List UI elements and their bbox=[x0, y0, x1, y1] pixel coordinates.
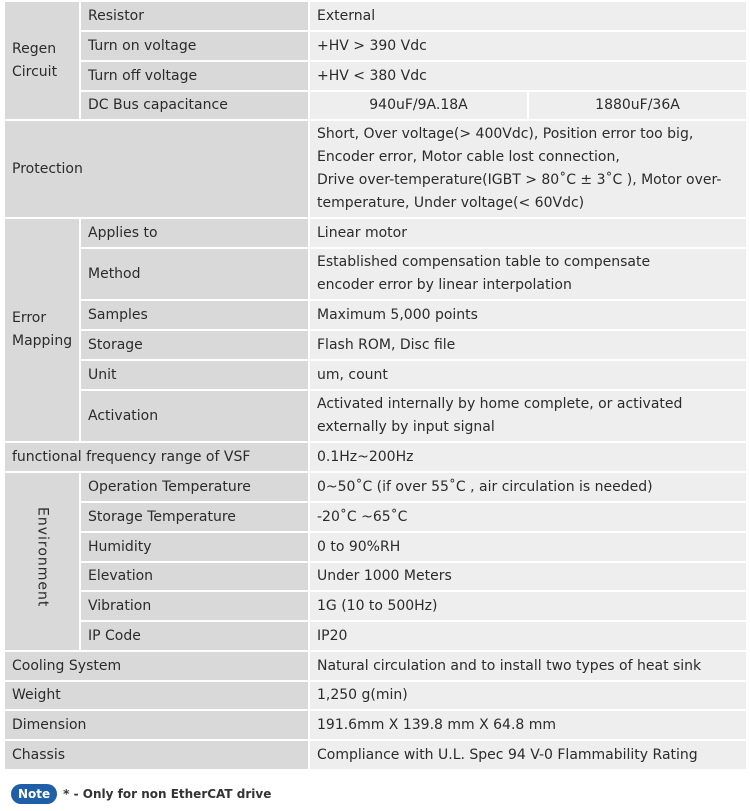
chassis-label: Chassis bbox=[4, 740, 309, 770]
vsf-label: functional frequency range of VSF bbox=[4, 442, 309, 472]
dc-bus-label: DC Bus capacitance bbox=[80, 91, 309, 120]
table-row bbox=[4, 472, 747, 502]
cooling-label: Cooling System bbox=[4, 651, 309, 681]
table-row bbox=[4, 710, 747, 740]
table-row bbox=[4, 390, 747, 442]
cooling-value: Natural circulation and to install two types of heat sink bbox=[309, 651, 747, 681]
table-row bbox=[4, 61, 747, 91]
table-row bbox=[4, 1, 747, 31]
protection-line: Encoder error, Motor cable lost connection, bbox=[317, 149, 620, 165]
table-row bbox=[4, 120, 747, 218]
turn-off-voltage-value: +HV < 380 Vdc bbox=[309, 61, 747, 91]
regen-group-text: Regen Circuit bbox=[12, 40, 58, 80]
chassis-value: Compliance with U.L. Spec 94 V-0 Flammability Rating bbox=[309, 740, 747, 770]
samples-label: Samples bbox=[80, 300, 309, 330]
method-line: encoder error by linear interpolation bbox=[317, 277, 572, 293]
samples-value: Maximum 5,000 points bbox=[309, 300, 747, 330]
vsf-value: 0.1Hz~200Hz bbox=[309, 442, 747, 472]
storage-temperature-value: -20˚C ~65˚C bbox=[309, 502, 747, 532]
turn-on-voltage-label: Turn on voltage bbox=[80, 31, 309, 61]
table-row bbox=[4, 562, 747, 591]
weight-value: 1,250 g(min) bbox=[309, 681, 747, 710]
humidity-label: Humidity bbox=[80, 532, 309, 562]
table-row bbox=[4, 621, 747, 651]
unit-value: um, count bbox=[309, 360, 747, 390]
protection-line: Short, Over voltage(> 400Vdc), Position error too big, bbox=[317, 126, 694, 142]
table-row bbox=[4, 591, 747, 621]
dimension-value: 191.6mm X 139.8 mm X 64.8 mm bbox=[309, 710, 747, 740]
table-row bbox=[4, 532, 747, 562]
protection-value bbox=[309, 120, 747, 218]
ip-code-value: IP20 bbox=[309, 621, 747, 651]
table-row bbox=[4, 651, 747, 681]
spec-table bbox=[3, 0, 748, 771]
table-row bbox=[4, 330, 747, 360]
table-row bbox=[4, 248, 747, 300]
protection-line: temperature, Under voltage(< 60Vdc) bbox=[317, 195, 585, 211]
protection-label: Protection bbox=[4, 120, 309, 218]
applies-to-label: Applies to bbox=[80, 218, 309, 248]
operation-temperature-value: 0~50˚C (if over 55˚C , air circulation is needed) bbox=[309, 472, 747, 502]
table-row bbox=[4, 300, 747, 330]
activation-label: Activation bbox=[80, 390, 309, 442]
table-row bbox=[4, 218, 747, 248]
resistor-value: External bbox=[309, 1, 747, 31]
storage-value: Flash ROM, Disc file bbox=[309, 330, 747, 360]
elevation-label: Elevation bbox=[80, 562, 309, 591]
vibration-label: Vibration bbox=[80, 591, 309, 621]
note-badge: Note bbox=[11, 784, 57, 804]
note bbox=[11, 784, 271, 804]
table-row bbox=[4, 442, 747, 472]
activation-line: externally by input signal bbox=[317, 419, 495, 435]
table-row bbox=[4, 360, 747, 390]
turn-off-voltage-label: Turn off voltage bbox=[80, 61, 309, 91]
regen-group-label bbox=[4, 1, 80, 120]
dimension-label: Dimension bbox=[4, 710, 309, 740]
humidity-value: 0 to 90%RH bbox=[309, 532, 747, 562]
environment-group-text: Environment bbox=[34, 507, 51, 608]
dc-bus-value-b: 1880uF/36A bbox=[528, 91, 747, 120]
note-text: * - Only for non EtherCAT drive bbox=[63, 787, 272, 801]
elevation-value: Under 1000 Meters bbox=[309, 562, 747, 591]
method-value bbox=[309, 248, 747, 300]
table-row bbox=[4, 740, 747, 770]
method-line: Established compensation table to compensate bbox=[317, 254, 651, 270]
ip-code-label: IP Code bbox=[80, 621, 309, 651]
table-row bbox=[4, 91, 747, 120]
error-mapping-group-text: Error Mapping bbox=[12, 310, 73, 349]
applies-to-value: Linear motor bbox=[309, 218, 747, 248]
unit-label: Unit bbox=[80, 360, 309, 390]
table-row bbox=[4, 31, 747, 61]
operation-temperature-label: Operation Temperature bbox=[80, 472, 309, 502]
dc-bus-value-a: 940uF/9A.18A bbox=[309, 91, 528, 120]
weight-label: Weight bbox=[4, 681, 309, 710]
activation-value bbox=[309, 390, 747, 442]
storage-temperature-label: Storage Temperature bbox=[80, 502, 309, 532]
resistor-label: Resistor bbox=[80, 1, 309, 31]
environment-group-label bbox=[4, 472, 80, 651]
table-row bbox=[4, 681, 747, 710]
turn-on-voltage-value: +HV > 390 Vdc bbox=[309, 31, 747, 61]
table-row bbox=[4, 502, 747, 532]
protection-line: Drive over-temperature(IGBT > 80˚C ± 3˚C ), Motor over- bbox=[317, 172, 722, 188]
storage-label: Storage bbox=[80, 330, 309, 360]
vibration-value: 1G (10 to 500Hz) bbox=[309, 591, 747, 621]
method-label: Method bbox=[80, 248, 309, 300]
error-mapping-group-label bbox=[4, 218, 80, 442]
activation-line: Activated internally by home complete, or activated bbox=[317, 396, 683, 412]
